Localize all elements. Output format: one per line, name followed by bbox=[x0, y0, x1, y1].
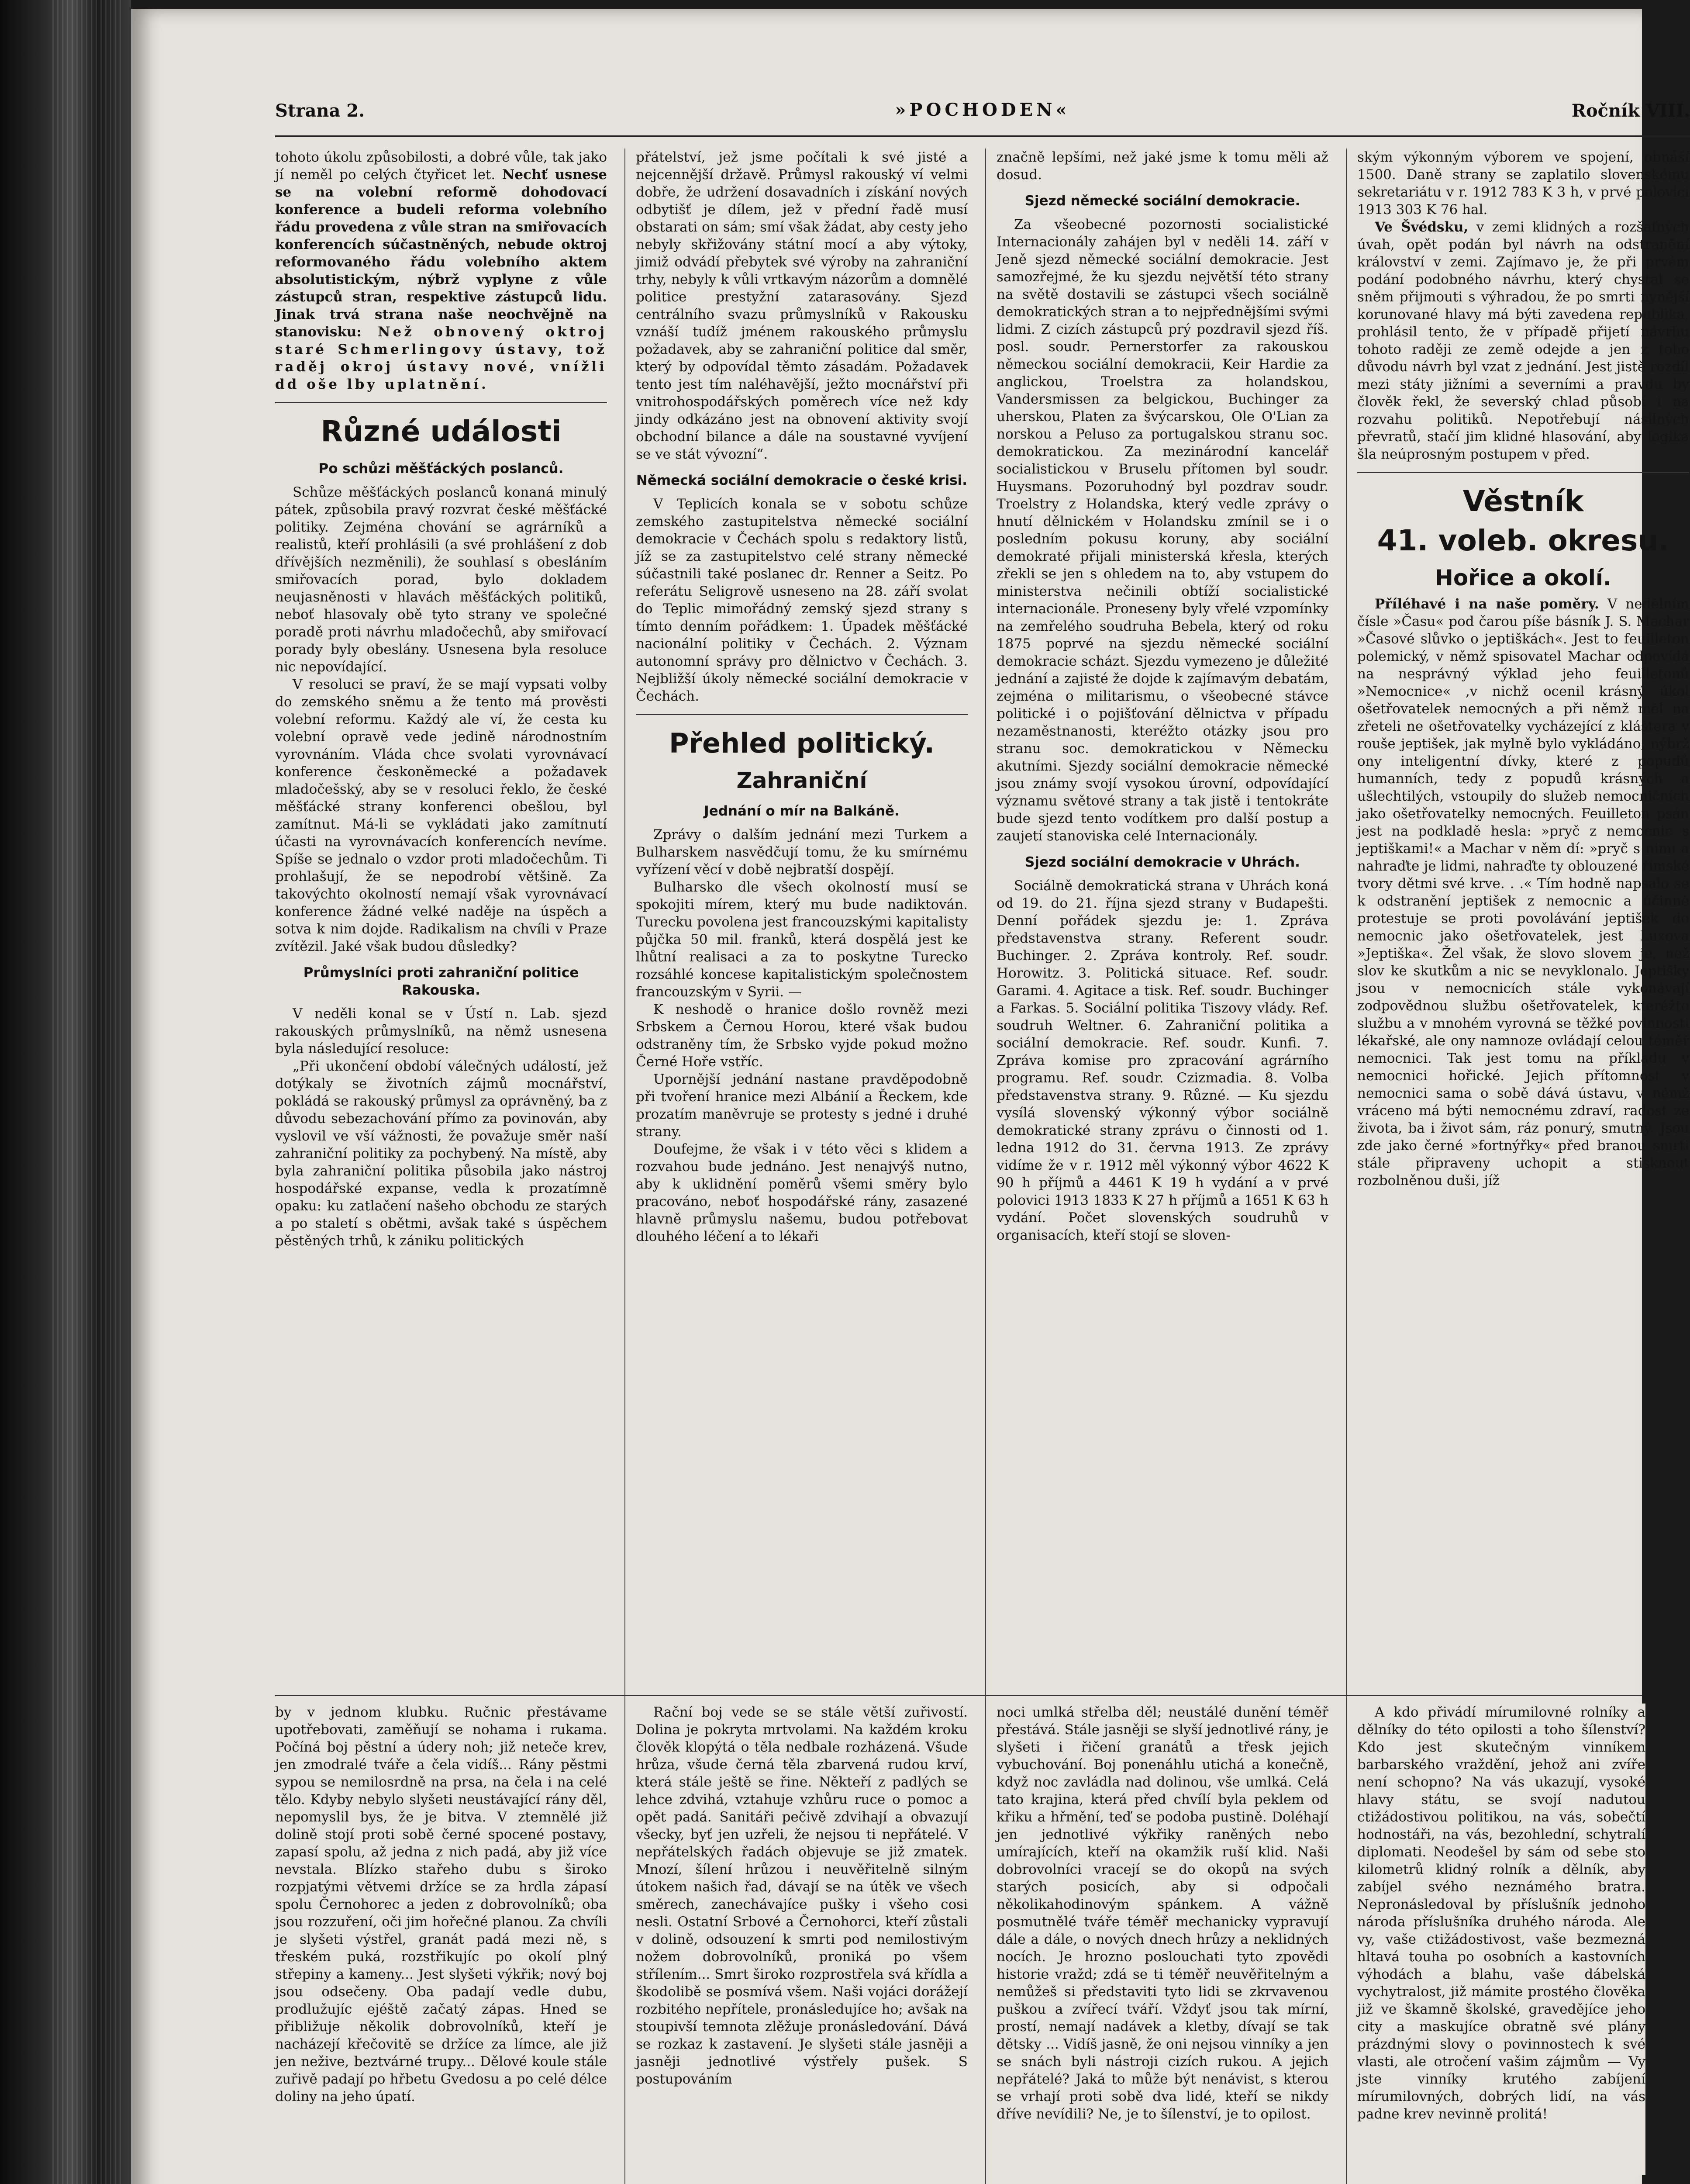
subheading: Sjezd německé sociální demokracie. bbox=[1024, 193, 1300, 209]
col1-paragraph: Schůze měšťáckých poslanců konaná minulý pátek, způsobila pravý rozvrat české měšťácké politiky. Zejména chování se agrárníků a realistů, kteří prohlásili (a své prohlášení z dob dřívějších nezměnili), že souhlasí s obesláním smiřovacích porad, bylo dokladem neujasněnosti v hlavách měšťáckých politiků, neboť hlasovaly obě tyto strany ve společné poradě proti návrhu mladočechů, aby smiřovací porady byly obeslány. Usnesena byla resoluce nic nepovídající. bbox=[275, 484, 607, 675]
col4-paragraph: Příléhavé i na naše poměry. V nedělním čísle »Času« pod čarou píše básník J. S. Machar »Časové slůvko o jeptiškách«. Jest to feuilleton polemický, v němž spisovatel Machar odpovídá na nesprávný výklad jeho feuilletonů »Nemocnice« ,v nichž ocenil krásný úkol ošetřovatelek nemocných a při němž měl na zřeteli ne ošetřovatelky vycházející z kláštera v rouše jeptišek, jak mylně bylo vykládáno, nýbrž ony inteligentní dívky, které z popudů humanních, tedy z popudů krásných a ušlechtilých, vstoupily do služeb nemocničních jako ošetřovatelky nemocných. Feuilleton psán jest na podkladě hesla: »pryč z nemocnic s jeptiškami!« a Machar v něm dí: »pryč s nimi a nahraďte je lidmi, nahraďte ty oblouzené římské tvory dětmi své krve. . .« Tím hodně napsalo se k odstranění jeptišek z nemocnic a účinně protestuje se proti povolávání jeptišek do nemocnic jako ošetřovatelek, jest Luxova »Jeptiška«. Žel však, že slovo slovem je, než slov ke skutkům a nic se nevyklonalo. Jeptišky jsou v nemocnicích stále vykonávají zodpovědnou službu ošetřovatelek, kteréžto službu a v mnohém vyrovná se těžké povinnosti lékařské, ale ony namnoze ovládají celou téměř nemocnici. Tak jest tomu na příkladu v nemocnici hořické. Jejich přítomnost v nemocnici sama o sobě dává ústavu, v němž vráceno má býti nemocnému zdraví, radost ze života, ba i život sám, ráz ponurý, smutný. Jsou zde jako černé »fortnýřky« před branou smrti stále připraveny uchopit a stisknout rozbolněnou duši, jíž bbox=[1357, 596, 1690, 1189]
col1-paragraph: „Při ukončení období válečných událostí, jež dotýkaly se životních zájmů mocnářství, pokládá se rakouský průmysl za oprávněný, ba z důvodu sebezachování přímo za povinován, aby vyslovil ve vší vážnosti, že považuje směr naší zahraniční politiky za pochybený. Na místě, aby byla zahraniční politika působila jako nástroj hospodářské expanse, vedla k prozatímně opaku: ku zatlačení našeho obchodu ze starých a po staletí s obětmi, avšak také s úspěchem pěstěných trhů, k zániku politických bbox=[275, 1058, 607, 1249]
col4-paragraph: ským výkonným výborem ve spojení, obnáší 1500. Daně strany se zaplatilo slovenskému sekretariátu v r. 1912 783 K 3 h, v prvé polovici 1913 303 K 76 hal. bbox=[1357, 149, 1689, 218]
col3-paragraph: Sociálně demokratická strana v Uhrách koná od 19. do 21. října sjezd strany v Budapešti. Denní pořádek sjezdu je: 1. Zpráva představenstva strany. Referent soudr. Buchinger. 2. Zpráva kontroly. Ref. soudr. Horowitz. 3. Politická situace. Ref. soudr. Garami. 4. Agitace a tisk. Ref. soudr. Buchinger a Farkas. 5. Sociální politika Tiszovy vlády. Ref. soudruh Weltner. 6. Zahraniční politika a sociální demokracie. Ref. soudr. Kunfi. 7. Zpráva komise pro zpracování agrárního programu. Ref. soudr. Czizmadia. 8. Volba představenstva strany. 9. Různé. — Ku sjezdu vysílá slovenský výkonný výbor sociálně demokratické strany zprávu o činnosti od 1. ledna 1912 do 31. června 1913. Ze zprávy vidíme že v r. 1912 měl výkonný výbor 4622 K 90 h příjmů a 4461 K 19 h vydání a v prvé polovici 1913 1833 K 27 h příjmů a 1651 K 63 h vydání. Počet slovenských soudruhů v organisacích, kteří stojí se sloven- bbox=[997, 878, 1328, 1243]
subheading: Sjezd sociální demokracie v Uhrách. bbox=[1025, 854, 1300, 870]
col2-paragraph: Bulharsko dle všech okolností musí se spokojiti mírem, který mu bude nadiktován. Turecku povolena jest francouzskými kapitalisty půjčka 50 mil. franků, která dospělá jest ke lhůtní realisaci a za to poskytne Turecko rozsáhlé koncese kapitalistickým společnostem francouzským v Syrii. — bbox=[636, 879, 968, 1000]
col3-paragraph: značně lepšími, než jaké jsme k tomu měli až dosud. bbox=[997, 149, 1328, 183]
section-title-prehled: Přehled politický. bbox=[669, 727, 935, 759]
feuilleton-col-2: Rační boj vede se se stále větší zuřivostí. Dolina je pokryta mrtvolami. Na každém kroku člověk klopýtá o těla nedbale rozházená. Všude hrůza, všude černá těla zbarvená rudou krví, která stále ještě se řine. Někteří z padlých se lehce zdvihá, vztahuje vzhůru ruce o pomoc a opět padá. Sanitáři pečivě zdvihají a obvazují všecky, byť jen uzřeli, že nejsou ti nepřátelé. V nepřátelských řadách objevuje se již zmatek. Mnozí, šílení hrůzou i neuvěřitelně silným útokem našich řad, dávají se na útěk ve všech směrech, zanechávajíce pušky i všeho cosi nesli. Ostatní Srbové a Černohorci, kteří zůstali v dolině, odsouzení k smrti pod nemilostivým nožem dobrovolníků, proniká po všem střílením... Smrt široko rozprostřela svá křídla a škodolibě se posmívá všem. Naši vojáci dorážejí rozbitého nepřítele, pronásledujíce ho; avšak na stoupivší temnota zlěžuje pronásledování. Dává se rozkaz k zastavení. Je slyšeti stále jasněji a jasněji jednotlivé výstřely pušek. S postupováním bbox=[636, 1704, 968, 2175]
col1-paragraph: V resoluci se praví, že se mají vypsati volby do zemského sněmu a že tento má prověsti volební reformu. Každý ale ví, že cesta ku volební opravě vede jedině národnostním vyrovnáním. Vláda chce svolati vyrovnávací konference českoněmecké a požadavek mladočešský, aby se v resoluci řeklo, že české měšťácké strany konferenci obešlou, byl zamítnut. Má-li se vykládati jako zamítnutí účasti na vyrovnávacích konferencích nevíme. Spíše se jednalo o vzdor proti mladočechům. Ti prohlašují, že se nepodrobí většině. Za takovýchto okolností nemají však vyrovnávací konference žádné velké naděje na úspěch a sotva k nim dojde. Radikalism na chvíli v Praze zvítězil. Jaké však budou důsledky? bbox=[275, 677, 607, 954]
col2-paragraph: Doufejme, že však i v této věci s klidem a rozvahou bude jednáno. Jest nenajvýš nutno, aby k uklidnění poměrů všemi směry bylo pracováno, neboť hospodářské rány, zasazené hlavně průmyslu našemu, budou potřebovat dlouhého léčení a to lékaři bbox=[636, 1141, 968, 1244]
volume-number: Ročník VIII. bbox=[1571, 100, 1690, 121]
section-title-ruzne: Různé události bbox=[321, 415, 562, 448]
page-number: Strana 2. bbox=[275, 100, 365, 121]
divider bbox=[1357, 472, 1689, 473]
feuilleton-strip bbox=[275, 1695, 1690, 2175]
subheading: Průmyslníci proti zahraniční politice Rakouska. bbox=[303, 965, 579, 998]
divider bbox=[636, 714, 968, 715]
subsection-title: Zahraniční bbox=[736, 768, 867, 793]
subheading: Po schůzi měšťáckých poslanců. bbox=[318, 461, 564, 477]
subheading: Jednání o mír na Balkáně. bbox=[704, 803, 900, 819]
feuilleton-col-3: noci umlká střelba děl; neustálé dunění téměř přestává. Stále jasněji se slyší jednotlivé rány, je slyšeti i řičení granátů a třesk jejich vybuchování. Boj ponenáhlu utichá a konečně, když noc zavládla nad dolinou, vše umlká. Celá tato krajina, která před chvílí byla peklem od křiku a hřmění, teď se podoba pustině. Doléhají jen jednotlivé výkřiky raněných nebo umírajících, kteří na okamžik ruší klid. Naši dobrovolníci vracejí se do okopů na svých starých posicích, aby si odpočali několikahodinovým spánkem. A vážně posmutnělé tváře téměř mechanicky vypravují dále a dále, o nových dnech hrůzy a neklidných nocích. Je hrozno poslouchati tyto zpovědi historie vražd; zdá se ti téměř neuvěřitelným a nemůžeš si představiti tyto lidi se zkrvavenou puškou a zvířecí tváří. Vždyť jsou tak mírní, prostí, nemají nadávek a kletby, dívají se tak dětsky ... Vidíš jasně, že oni nejsou vinníky a jen se snách byli nástroji cizích rukou. A jejich nepřátelé? Jaká to může být nenávist, s kterou se vrhají proti sobě dva lidé, kteří se nikdy dříve nevídili? Ne, je to šílenství, je to opilost. bbox=[997, 1704, 1328, 2175]
subheading: Německá sociální demokracie o české krisi. bbox=[636, 473, 968, 488]
col1-paragraph: tohoto úkolu způsobilosti, a dobré vůle, tak jako jí neměl po celých čtyřicet let. Nechť usnese se na volební reformě dohodovací konference a budeli reforma volebního řádu provedena z vůle stran na smiřovacích konferencích súčastněných, nebude oktroj reformovaného řádu volebního aktem absolutistickým, nýbrž vyplyne z vůle zástupců stran, respektive zástupců lidu. Jinak trvá strana naše neochvějně na stanovisku: Než obnovený oktroj staré Schmerlingovy ústavy, tož raděj okroj ústavy nové, vnížli dd oše lby uplatnění. bbox=[275, 149, 607, 392]
divider bbox=[275, 402, 607, 403]
col2-paragraph: přátelství, jež jsme počítali k své jisté a nejcennější državě. Průmysl rakouský ví velmi dobře, že udržení dosavadních i získání nových odbytišť je dílem, jež v přední řadě musí obstarati on sám; smí však žádat, aby cesty jeho nebyly skřižovány státní mocí a aby výtoky, jimiž odvádí přebytek své výroby na zahraniční trhy, nebyly k vůli vrtkavým názorům a domnělé politice prestyžní zatarasovány. Sjezd centrálního svazu průmyslníků v Rakousku vznáší tudíž jménem rakouského průmyslu požadavek, aby se zahraniční politice dal směr, který by odpovídal těmto zásadám. Požadavek tento jest tím naléhavější, ježto mocnářství při vnitrohospodářských poměrech více než kdy jindy odkázáno jest na obnovení aktivity svojí obchodní bilance a dále na soustavné vyvíjení se ve stát vývozní“. bbox=[636, 149, 968, 462]
col2-paragraph: Zprávy o dalším jednání mezi Turkem a Bulharskem nasvědčují tomu, že ku smírnému vyřízení věcí v době nejbratší dospějí. bbox=[636, 827, 968, 878]
feuilleton-col-4: A kdo přivádí mírumilovné rolníky a dělníky do této opilosti a toho šílenství? Kdo jest skutečným vinníkem barbarského vraždění, jehož ani zvíře není schopno? Na vás ukazují, vysoké hlavy státu, se svojí nadutou ctižádostivou politikou, na vás, sobečtí hodnostáři, na vás, bezohlední, schytralí diplomati. Neodešel by sám od sebe sto kilometrů klidný rolník a dělník, aby zabíjel svého neznámého bratra. Nepronásledoval by příslušník jednoho národa příslušníka druhého národa. Ale vy, vaše ctižádostivost, vaše bezmezná hltavá touha po osobních a kastovních výhodách a blahu, vaše dábelská vychytralost, již mámite prostého člověka již ve škamně školské, gravedějíce jeho city a maskujíce obratně své plány prázdnými slovy o povinnostech k své vlasti, ale otročení vašim zájmům — Vy jste vinníky krutého zabíjení mírumilovných, dobrých lidí, na vás padne krev nevinně prolitá! bbox=[1357, 1704, 1645, 2175]
section-title-vestnik: Věstník bbox=[1462, 484, 1584, 518]
col4-paragraph: Ve Švédsku, v zemi klidných a rozšafných úvah, opět podán byl návrh na odstranění království v zemi. Zajímavo je, že při prvém podání podobného návrhu, který chystal se sněm přijmouti s výhradou, že po smrti nynější korunované hlavy má býti zavedena republika, prohlásil tento, že v případě přijetí návrhu tohoto raději ze země odejde a jen z toho důvodu návrh byl vzat z jednání. Jest jistě rozdíl mezi státy jižními a severními a pravdu by člověk řekl, že severský chlad působí i na rozvahu politiků. Nepotřebují násilných převratů, stačí jim klidné hlasování, aby logika šla neúprosným postupem v před. bbox=[1357, 219, 1689, 462]
newspaper-title: »POCHODEN« bbox=[895, 100, 1070, 120]
subsection-title: Hořice a okolí. bbox=[1435, 565, 1611, 591]
col2-paragraph: K neshodě o hranice došlo rovněž mezi Srbskem a Černou Horou, které však budou odstraněny tím, že Srbsko vyjde pokud možno Černé Hoře vstříc. bbox=[636, 1002, 968, 1070]
col2-paragraph: Upornější jednání nastane pravděpodobně při tvoření hranice mezi Albánií a Řeckem, kde prozatím maněvruje se protesty s jedné i druhé strany. bbox=[636, 1071, 968, 1140]
feuilleton-col-1: by v jednom klubku. Ručnic přestávame upotřebovati, zaměňují se nohama i rukama. Počíná boj pěstní a údery noh; již neteče krev, jen zmodralé tváře a čela vidíš... Rány pěstmi sypou se nemilosrdně na prsa, na čela i na celé tělo. Kdyby nebylo slyšeti neustávající rány děl, nepomyslil bys, že je bitva. V ztemnělé již dolině stojí proti sobě černé spocené postavy, zapasí spolu, až jedna z nich padá, aby již více nevstala. Blízko stařeho dubu s široko rozpjatými větvemi držíce se za hrdla zápasí spolu Černohorec a jeden z dobrovolníků; oba jsou rozzuření, oči jim hořečné planou. Za chvíli je slyšeti výstřel, granát padá mezi ně, s třeském puká, rozstřikujíc po okolí plný střepiny a kameny... Jest slyšeti výkřik; nový boj jsou odsečeny. Oba padají vedle dubu, prodlužujíc ejéště začatý zápas. Hned se přibližuje několik dobrovolníků, kteří je nacházejí křečovitě se držíce za límce, ale již jen nežive, beztvárné trupy... Dělové koule stále zuřivě padají po hřbetu Gvedosu a po celé délce doliny na jeho úpatí. bbox=[275, 1704, 607, 2175]
col3-paragraph: Za všeobecné pozornosti socialistické Internacionály zahájen byl v neděli 14. září v Jeně sjezd německé sociální demokracie. Jest samozřejmé, že ku sjezdu největší této strany na světě dostavili se zástupci všech sociálně demokratických stran a to nejpřednějšími svými lidmi. Z cizích zástupců prý pozdravil sjezd říš. posl. soudr. Pernerstorfer za rakouskou německou sociální demokracii, Keir Hardie za anglickou, Troelstra za holandskou, Vandersmissen za belgickou, Buchinger za uherskou, Platen za švýcarskou, Ole O'Lian za norskou a Peluso za portugalskou stranu soc. demokratickou. Za mezinárodní kancelář socialistickou v Bruselu přítomen byl soudr. Huysmans. Pozoruhodný byl pozdrav soudr. Troelstry z Holandska, který vedle zprávy o hnutí dělnickém v Holandsku zmínil se i o posledním pokusu koruny, aby sociální demokraté přijali ministerská křesla, kterých zřekli se jen s ohledem na to, aby vstupem do ministerstva nečinili obtíží socialistické internacionále. Proneseny byly vřelé vzpomínky na zemřelého soudruha Bebela, který od roku 1875 poprvé na sjezdu německé sociální demokracie scházt. Sjezdu vymezeno je důležité jednání a zajisté že dojde k zajímavým debatám, zejména o militarismu, o všeobecné stávce politické i o pojišťování dělnictva v případu nezaměstnanosti, kteréžto otázky jsou pro stranu soc. demokratickou v Německu akutními. Sjezdy sociální demokracie německé jsou známy svojí vysokou úrovní, odpovídající významu světové strany a tak jistě i tentokráte bude sjezd tento vodítkem pro další postup a zaujetí stanoviska celé Internacionály. bbox=[997, 217, 1328, 844]
page-header bbox=[275, 96, 1690, 137]
binding-stripes bbox=[52, 0, 122, 2184]
section-title-okres: 41. voleb. okresu. bbox=[1377, 524, 1669, 557]
feuilleton-rule bbox=[275, 1695, 1642, 1696]
col1-paragraph: V neděli konal se v Ústí n. Lab. sjezd rakouských průmyslníků, na němž usnesena byla následující resoluce: bbox=[275, 1006, 607, 1057]
col2-paragraph: V Teplicích konala se v sobotu schůze zemského zastupitelstva německé sociální demokracie v Čechách spolu s redaktory listů, jíž se za zastupitelstvo celé strany německé súčastnili také poslanec dr. Renner a Seitz. Po referátu Seligrově usneseno na 28. září svolat do Teplic mimořádný zemský sjezd strany s tímto denním pořádkem: 1. Úpadek měšťácké nacionální politiky v Čechách. 2. Význam autonomní správy pro dělnictvo v Čechách. 3. Nejbližší úkoly německé sociální demokracie v Čechách. bbox=[636, 496, 968, 704]
book-binding bbox=[0, 0, 131, 2184]
